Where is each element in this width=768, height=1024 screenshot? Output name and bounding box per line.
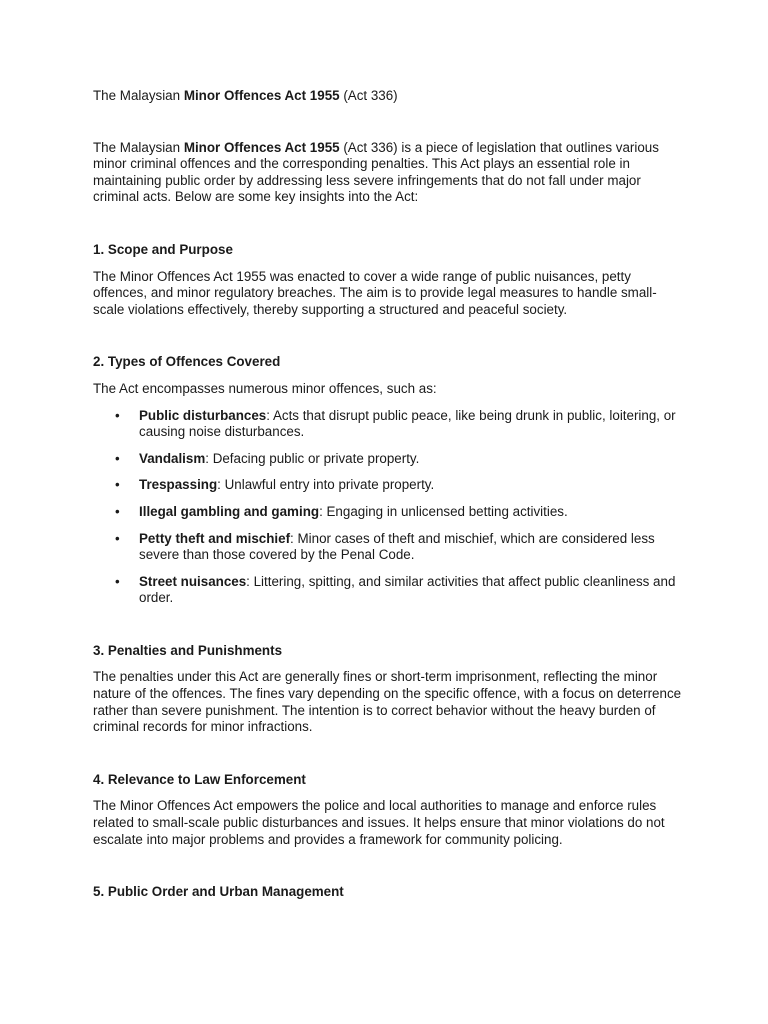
section-body-enforcement: The Minor Offences Act empowers the police and local authorities to manage and enforce rules related to small-scale public disturbances and issues. It helps ensure that minor violations do not escalate into major problems and provides a framework for community policing. <box>93 798 665 847</box>
bullet-icon: • <box>115 450 120 466</box>
bullet-icon: • <box>115 407 120 423</box>
section-lead-types: The Act encompasses numerous minor offences, such as: <box>93 380 437 396</box>
list-item <box>93 477 683 494</box>
intro-act-name: Minor Offences Act 1955 <box>183 139 340 155</box>
list-item <box>93 408 683 441</box>
section-body-scope: The Minor Offences Act 1955 was enacted to cover a wide range of public nuisances, petty offences, and minor regulatory breaches. The aim is to provide legal measures to handle small-scale violations effectively, thereby supporting a structured and peaceful society. <box>93 268 657 317</box>
intro-prefix: The Malaysian <box>93 139 184 155</box>
document-page <box>93 88 683 911</box>
offence-description: : Acts that disrupt public peace, like being drunk in public, loitering, or causing noise disturbances. <box>139 407 676 440</box>
bullet-icon: • <box>115 477 120 493</box>
bullet-icon: • <box>115 573 120 589</box>
list-item <box>93 504 683 521</box>
offence-description: : Unlawful entry into private property. <box>217 477 435 493</box>
offence-description: : Littering, spitting, and similar activities that affect public cleanliness and order. <box>139 573 676 606</box>
bullet-icon: • <box>115 530 120 546</box>
section-heading-urban: 5. Public Order and Urban Management <box>93 884 344 900</box>
section-body-penalties: The penalties under this Act are generally fines or short-term imprisonment, reflecting the minor nature of the offences. The fines vary depending on the specific offence, with a focus on deterrence rather than severe punishment. The intention is to correct behavior without the heavy burden of criminal records for minor infractions. <box>93 669 682 735</box>
offence-term: Petty theft and mischief <box>139 530 291 546</box>
list-item <box>93 451 683 468</box>
offence-description: : Minor cases of theft and mischief, which are considered less severe than those covered by the Penal Code. <box>139 530 655 563</box>
offence-term: Trespassing <box>139 477 218 493</box>
title-suffix: (Act 336) <box>339 88 398 103</box>
section-heading-scope: 1. Scope and Purpose <box>93 241 233 257</box>
section-heading-enforcement: 4. Relevance to Law Enforcement <box>93 771 306 787</box>
title-act-name: Minor Offences Act 1955 <box>183 88 340 103</box>
bullet-icon: • <box>115 503 120 519</box>
offence-term: Vandalism <box>139 450 206 466</box>
offence-list <box>93 408 683 607</box>
list-item <box>93 574 683 607</box>
list-item <box>93 531 683 564</box>
intro-paragraph <box>93 140 683 206</box>
offence-term: Public disturbances <box>139 407 267 423</box>
title-prefix: The Malaysian <box>93 88 184 103</box>
intro-body: (Act 336) is a piece of legislation that outlines various minor criminal offences and the corresponding penalties. This Act plays an essential role in maintaining public order by addressing less severe infringements that do not fall under major criminal acts. Below are some key insights into the Act: <box>93 139 659 205</box>
section-heading-penalties: 3. Penalties and Punishments <box>93 642 283 658</box>
offence-description: : Engaging in unlicensed betting activities. <box>319 503 568 519</box>
offence-term: Street nuisances <box>139 573 247 589</box>
section-heading-types: 2. Types of Offences Covered <box>93 354 281 370</box>
offence-description: : Defacing public or private property. <box>205 450 420 466</box>
document-title <box>93 88 683 105</box>
offence-term: Illegal gambling and gaming <box>139 503 320 519</box>
